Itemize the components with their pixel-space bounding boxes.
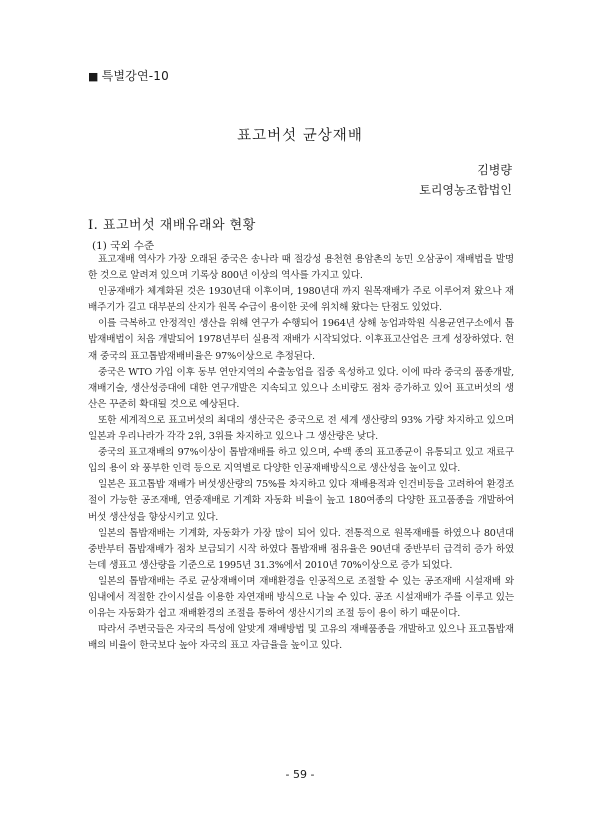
paragraph: 중국은 WTO 가입 이후 동부 연안지역의 수출농업을 집중 육성하고 있다. 이에 따라 중국의 품종개발, 재배기술, 생산성증대에 대한 연구개발은 지속되고 있으나 소비량도 점차 증가하고 있어 표고버섯의 생산은 꾸준히 확대될 것으로 예상된다.: [88, 366, 514, 410]
paragraph: 인공재배가 체계화된 것은 1930년대 이후이며, 1980년대 까지 원목재배가 주로 이루어져 왔으나 재배주기가 길고 대부분의 산지가 원목 수급이 용이한 곳에 위치해 왔다는 단점도 있었다.: [88, 286, 514, 314]
page-number: - 59 -: [285, 768, 315, 781]
paragraph: 또한 세계적으로 표고버섯의 최대의 생산국은 중국으로 전 세계 생산량의 93% 가량 차지하고 있으며 일본과 우리나라가 각각 2위, 3위를 차지하고 있으나 그 생산량은 낮다.: [88, 414, 514, 443]
square-bullet-icon: ■: [88, 70, 99, 83]
document-title: 표고버섯 균상재배: [237, 128, 363, 144]
paragraph: 중국의 표고재배의 97%이상이 톱밥재배를 하고 있으며, 수백 종의 표고종균이 유통되고 있고 재료구입의 용이 와 풍부한 인력 등으로 지역별로 다양한 인공재배방식으로 생산성을 높이고 있다.: [88, 447, 514, 475]
lecture-tag: [88, 67, 169, 84]
paragraph: 일본의 톱밥재배는 주로 균상재배이며 재배환경을 인공적으로 조절할 수 있는 공조재배 시설재배 와 임내에서 적절한 간이시설을 이용한 자연재배 방식으로 나눌 수 있다. 공조 시설재배가 주를 이루고 있는 이유는 자동화가 쉽고 재배환경의 조절을 통하여 생산시기의 조절 등이 용이 하기 때문이다.: [88, 575, 514, 620]
author-block: [419, 160, 512, 200]
subsection-heading: (1) 국외 수준: [92, 240, 155, 252]
body-text: [88, 252, 514, 654]
paragraph: 표고재배 역사가 가장 오래된 중국은 송나라 때 절강성 용천현 용암촌의 농민 오삼공이 재배법을 발명한 것으로 알려져 있으며 기록상 800년 이상의 역사를 가지고 있다.: [88, 254, 514, 282]
paragraph: 이를 극복하고 안정적인 생산을 위해 연구가 수행되어 1964년 상해 농업과학원 식용균연구소에서 톱밥재배법이 처음 개발되어 1978년부터 실용적 재배가 시작되었다. 이후표고산업은 크게 성장하였다. 현재 중국의 표고톱밥재배비율은 97%이상으로 추정된다.: [88, 318, 514, 362]
paragraph: 일본의 톱밥재배는 기계화, 자동화가 가장 많이 되어 있다. 전통적으로 원목재배를 하였으나 80년대 중반부터 톱밥재배가 점차 보급되기 시작 하였다 톱밥재배 점유율은 90년대 중반부터 급격히 증가 하였는데 생표고 생산량을 기준으로 1995년 31.3%에서 2010년 70%이상으로 증가 되었다.: [88, 527, 514, 571]
paragraph: 일본은 표고톱밥 재배가 버섯생산량의 75%를 차지하고 있다 재배용적과 인건비등을 고려하여 환경조절이 가능한 공조재배, 연중재배로 기계화 자동화 비율이 높고 180여종의 다양한 표고품종을 개발하여 버섯 생산성을 향상시키고 있다.: [88, 479, 514, 523]
paragraph: 따라서 주변국들은 자국의 특성에 알맞게 재배방법 및 고유의 재배품종을 개발하고 있으나 표고톱밥재배의 비율이 한국보다 높아 자국의 표고 자급율을 높이고 있다.: [88, 624, 514, 652]
author-affiliation: 토리영농조합법인: [419, 183, 512, 197]
section-heading: Ⅰ. 표고버섯 재배유래와 현황: [88, 218, 256, 233]
lecture-tag-label: 특별강연-10: [101, 69, 169, 83]
author-name: 김병량: [477, 163, 512, 177]
